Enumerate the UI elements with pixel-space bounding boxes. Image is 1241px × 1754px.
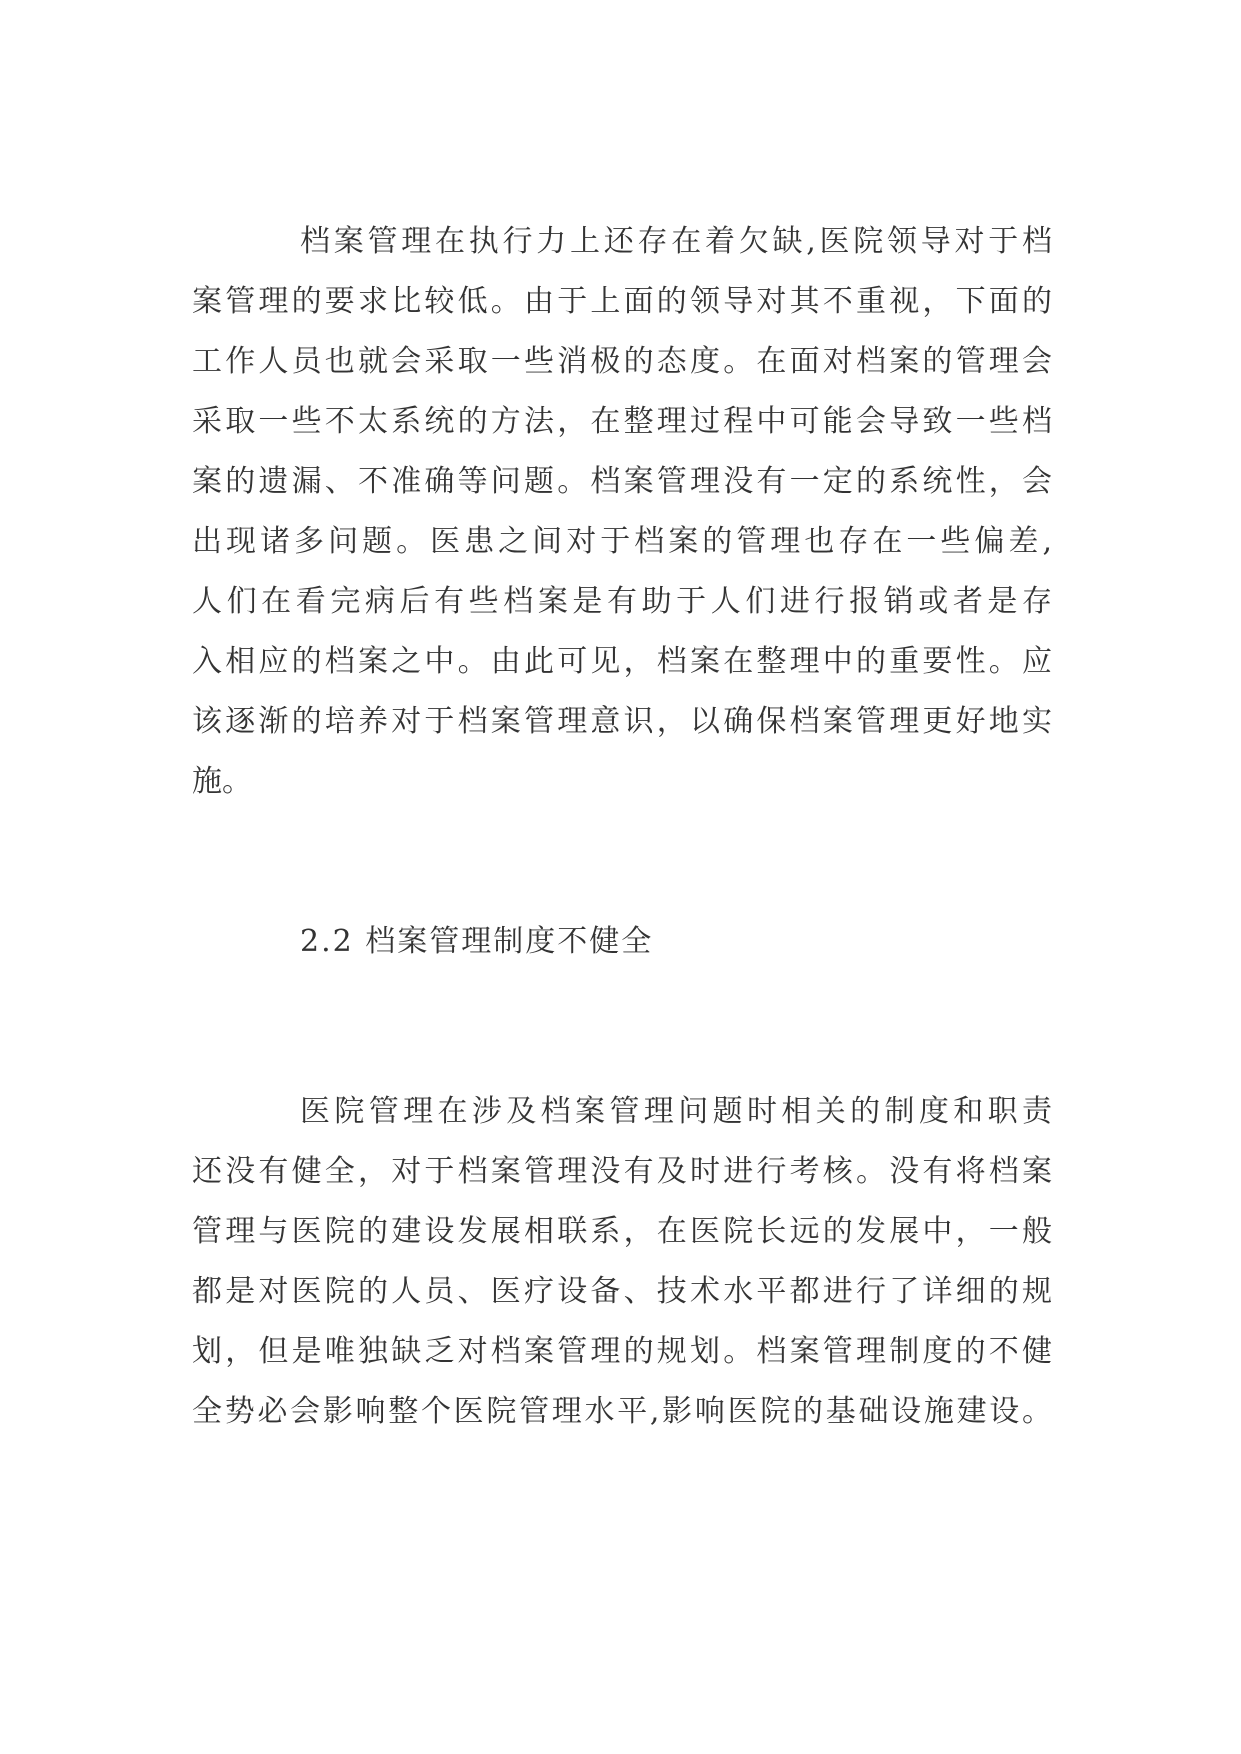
paragraph-1-line: 出现诸多问题。医患之间对于档案的管理也存在一些偏差, xyxy=(192,524,1052,559)
paragraph-2-line: 划，但是唯独缺乏对档案管理的规划。档案管理制度的不健 xyxy=(192,1334,1052,1369)
paragraph-2-line: 医院管理在涉及档案管理问题时相关的制度和职责 xyxy=(300,1094,1052,1129)
paragraph-2-line: 还没有健全，对于档案管理没有及时进行考核。没有将档案 xyxy=(192,1154,1052,1189)
paragraph-1-line: 工作人员也就会采取一些消极的态度。在面对档案的管理会 xyxy=(192,344,1052,379)
paragraph-1-line: 人们在看完病后有些档案是有助于人们进行报销或者是存 xyxy=(192,584,1052,619)
section-heading: 2.2 档案管理制度不健全 xyxy=(300,924,654,959)
paragraph-2-line: 都是对医院的人员、医疗设备、技术水平都进行了详细的规 xyxy=(192,1274,1052,1309)
paragraph-2-line: 全势必会影响整个医院管理水平,影响医院的基础设施建设。 xyxy=(192,1394,1052,1429)
paragraph-1-line: 采取一些不太系统的方法，在整理过程中可能会导致一些档 xyxy=(192,404,1052,439)
paragraph-1-line: 入相应的档案之中。由此可见，档案在整理中的重要性。应 xyxy=(192,644,1052,679)
paragraph-1-line: 案管理的要求比较低。由于上面的领导对其不重视，下面的 xyxy=(192,284,1052,319)
paragraph-2-line: 管理与医院的建设发展相联系，在医院长远的发展中，一般 xyxy=(192,1214,1052,1249)
paragraph-1-line: 档案管理在执行力上还存在着欠缺,医院领导对于档 xyxy=(300,224,1052,259)
paragraph-1-line: 案的遗漏、不准确等问题。档案管理没有一定的系统性，会 xyxy=(192,464,1052,499)
paragraph-1-line: 该逐渐的培养对于档案管理意识，以确保档案管理更好地实 xyxy=(192,704,1052,739)
paragraph-1-line: 施。 xyxy=(192,764,252,799)
